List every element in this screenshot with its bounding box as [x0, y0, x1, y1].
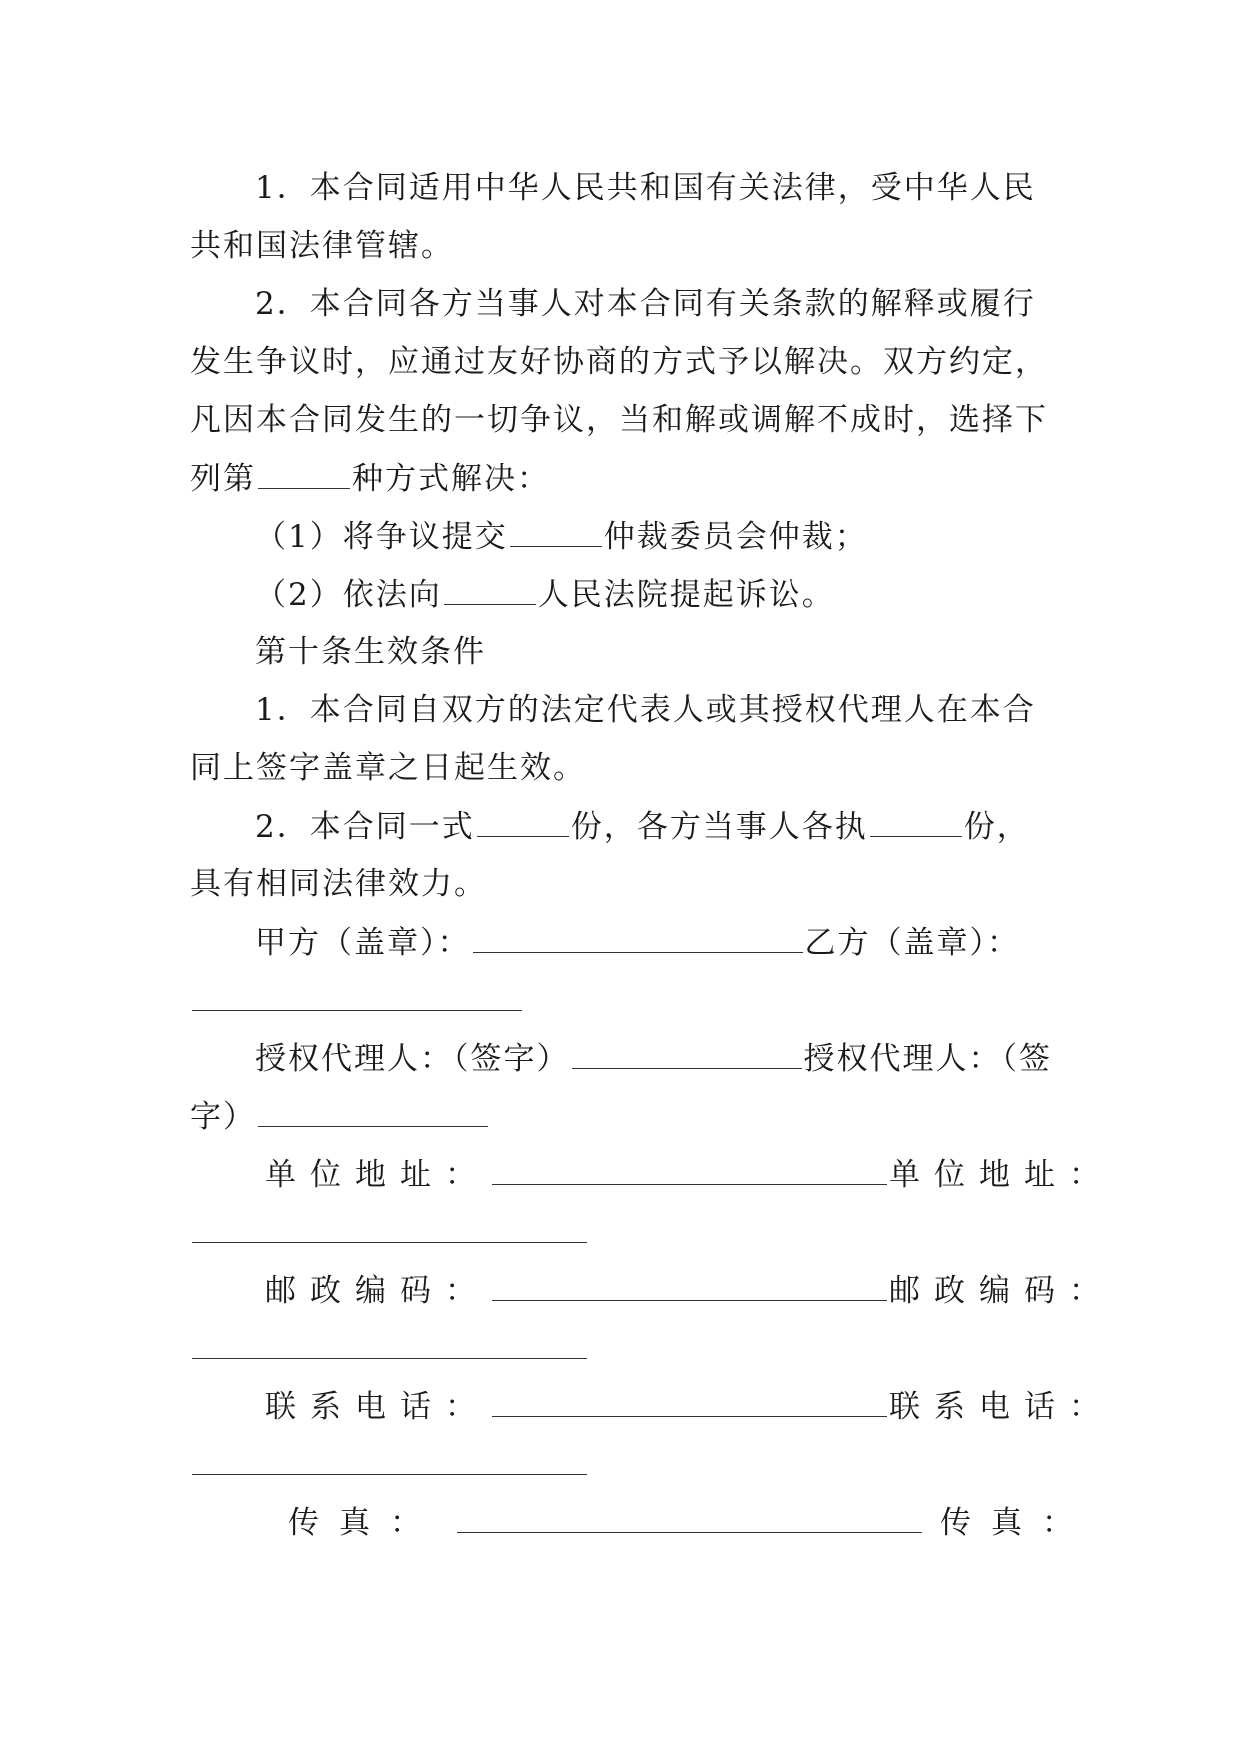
fax-line	[288, 1502, 1093, 1543]
total-copies-blank[interactable]	[477, 806, 569, 837]
postcode-b-blank[interactable]	[192, 1328, 587, 1359]
agent-line	[255, 1038, 1052, 1079]
arbitration-commission-blank[interactable]	[510, 516, 602, 547]
agent-a-signature-blank[interactable]	[572, 1038, 802, 1069]
phone-a-label: 联系电话：	[265, 1389, 490, 1425]
clause-2-text-a: 列第	[190, 461, 256, 497]
method-number-blank[interactable]	[258, 458, 350, 489]
party-a-seal-label: 甲方（盖章）：	[255, 925, 471, 961]
address-line	[265, 1154, 1114, 1195]
clause-1-line-2: 共和国法律管辖。	[190, 228, 454, 264]
party-b-seal-label: 乙方（盖章）：	[804, 925, 1020, 961]
address-b-blank[interactable]	[192, 1212, 587, 1243]
fax-a-blank[interactable]	[457, 1502, 922, 1533]
copies-text-a: 2．本合同一式	[255, 809, 475, 845]
clause-2-line-4	[190, 458, 550, 499]
phone-line	[265, 1386, 1114, 1427]
article-10-heading: 第十条生效条件	[255, 634, 486, 670]
fax-b-label: 传真：	[940, 1505, 1093, 1541]
phone-b-label: 联系电话：	[889, 1389, 1114, 1425]
agent-b-line	[190, 1096, 490, 1137]
postcode-b-label: 邮政编码：	[889, 1273, 1114, 1309]
article-10-clause-1-line-2: 同上签字盖章之日起生效。	[190, 750, 586, 786]
option-2-text-b: 人民法院提起诉讼。	[537, 577, 835, 613]
phone-b-line	[190, 1444, 589, 1485]
postcode-b-line	[190, 1328, 589, 1369]
phone-a-blank[interactable]	[492, 1386, 887, 1417]
clause-2-line-1: 2．本合同各方当事人对本合同有关条款的解释或履行	[255, 286, 1036, 322]
option-1-line	[255, 516, 868, 557]
phone-b-blank[interactable]	[192, 1444, 587, 1475]
copies-text-b: 份，各方当事人各执	[570, 809, 868, 845]
party-b-seal-blank[interactable]	[192, 980, 522, 1011]
party-b-seal-line	[190, 980, 524, 1021]
postcode-a-blank[interactable]	[492, 1270, 887, 1301]
each-party-copies-blank[interactable]	[870, 806, 962, 837]
option-1-text-b: 仲裁委员会仲裁；	[603, 519, 868, 555]
party-a-seal-blank[interactable]	[473, 922, 803, 953]
agent-b-signature-blank[interactable]	[258, 1096, 488, 1127]
postcode-a-label: 邮政编码：	[265, 1273, 490, 1309]
agent-b-label-cont: 字）	[190, 1099, 256, 1135]
article-10-clause-1-line-1: 1．本合同自双方的法定代表人或其授权代理人在本合	[255, 692, 1036, 728]
fax-a-label: 传真：	[288, 1505, 441, 1541]
clause-2-line-3: 凡因本合同发生的一切争议，当和解或调解不成时，选择下	[190, 402, 1048, 438]
copies-text-c: 份，	[963, 809, 1030, 845]
address-a-label: 单位地址：	[265, 1157, 490, 1193]
clause-1-line-1: 1．本合同适用中华人民共和国有关法律，受中华人民	[255, 170, 1036, 206]
article-10-clause-2-line-2: 具有相同法律效力。	[190, 866, 487, 902]
address-a-blank[interactable]	[492, 1154, 887, 1185]
option-1-text-a: （1）将争议提交	[255, 519, 508, 555]
address-b-label: 单位地址：	[889, 1157, 1114, 1193]
court-blank[interactable]	[444, 574, 536, 605]
seal-line	[255, 922, 1020, 963]
postcode-line	[265, 1270, 1114, 1311]
clause-2-line-2: 发生争议时，应通过友好协商的方式予以解决。双方约定，	[190, 344, 1048, 380]
agent-a-label: 授权代理人：（签字）	[255, 1041, 570, 1077]
agent-b-label: 授权代理人：（签	[803, 1041, 1052, 1077]
article-10-clause-2-line-1	[255, 806, 1030, 847]
option-2-line	[255, 574, 835, 615]
option-2-text-a: （2）依法向	[255, 577, 442, 613]
address-b-line	[190, 1212, 589, 1253]
clause-2-text-b: 种方式解决：	[352, 461, 550, 497]
